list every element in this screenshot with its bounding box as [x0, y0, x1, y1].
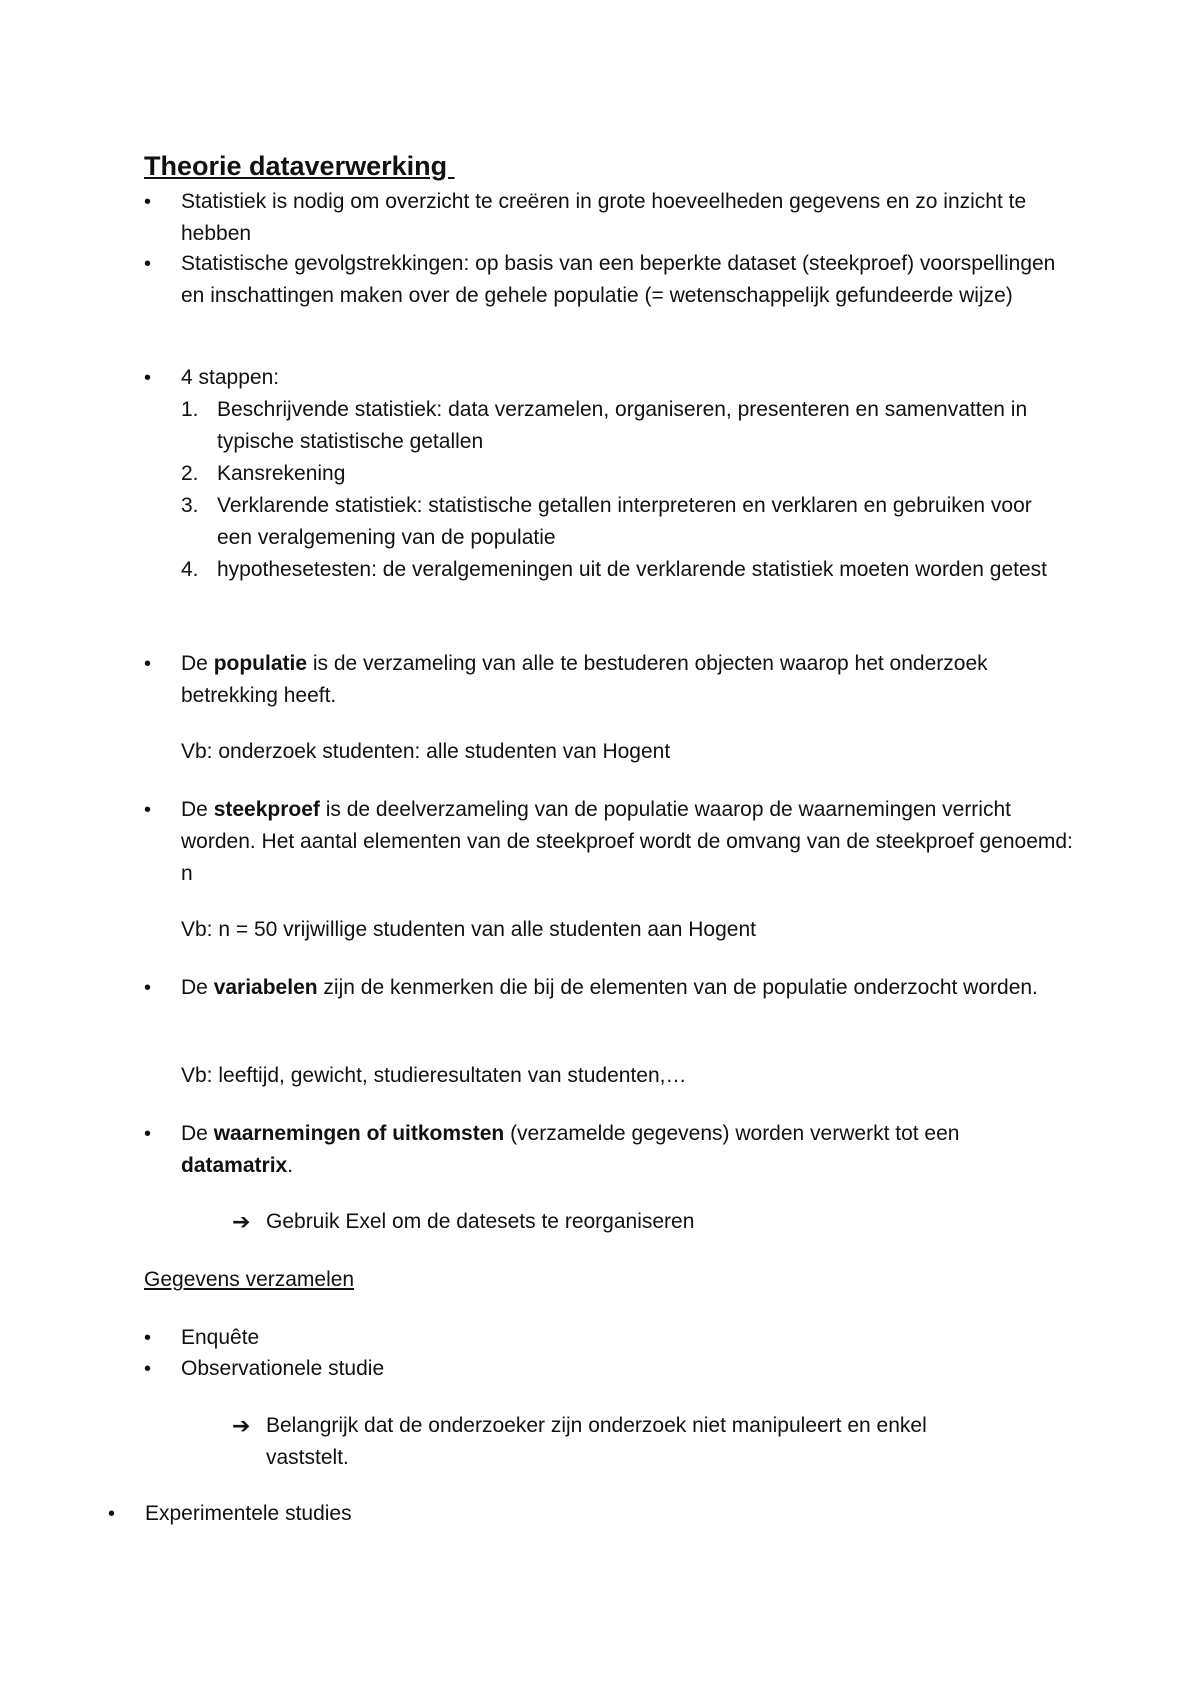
page-title: Theorie dataverwerking	[144, 151, 455, 181]
item-text: Beschrijvende statistiek: data verzamelen, organiseren, presenteren en samenvatten in typische statistische getallen	[217, 398, 1028, 453]
numbered-item	[181, 554, 1061, 586]
list-item	[108, 1498, 708, 1530]
term-waarnemingen: waarnemingen of uitkomsten	[213, 1122, 505, 1145]
definition-text: De waarnemingen of uitkomsten (verzamelde gegevens) worden verwerkt tot een datamatrix.	[181, 1122, 960, 1177]
bullet-icon: •	[144, 1358, 152, 1380]
list-item	[144, 972, 1064, 1004]
numbered-item	[181, 458, 1061, 490]
arrow-note-text: Belangrijk dat de onderzoeker zijn onderzoek niet manipuleert en enkel vaststelt.	[266, 1414, 927, 1469]
bullet-icon: •	[144, 799, 152, 821]
item-text: hypothesetesten: de veralgemeningen uit de verklarende statistiek moeten worden getest	[217, 558, 1048, 581]
bullet-icon: •	[144, 253, 152, 275]
arrow-note	[232, 1410, 1052, 1474]
term-steekproef: steekproef	[213, 798, 320, 821]
bullet-text: Experimentele studies	[145, 1502, 352, 1525]
bullet-icon: •	[144, 367, 152, 389]
list-item	[144, 248, 1064, 312]
example-text: Vb: n = 50 vrijwillige studenten van alle studenten aan Hogent	[181, 918, 756, 941]
arrow-right-icon: ➔	[232, 1413, 251, 1438]
term-variabelen: variabelen	[213, 976, 318, 999]
arrow-note-text: Gebruik Exel om de datesets te reorganiseren	[266, 1210, 695, 1233]
bullet-icon: •	[144, 653, 152, 675]
bullet-text: Statistische gevolgstrekkingen: op basis van een beperkte dataset (steekproef) voorspellingen en inschattingen maken over de gehele populatie (= wetenschappelijk gefundeerde wijze)	[181, 252, 1056, 307]
arrow-right-icon: ➔	[232, 1209, 251, 1234]
bullet-icon: •	[144, 191, 152, 213]
example-text: Vb: onderzoek studenten: alle studenten van Hogent	[181, 740, 671, 763]
list-item	[144, 186, 1064, 250]
definition-text: De variabelen zijn de kenmerken die bij de elementen van de populatie onderzocht worden.	[181, 976, 1038, 999]
item-number: 1.	[181, 398, 199, 421]
list-item	[144, 1322, 1064, 1354]
list-item	[144, 648, 1064, 712]
bullet-text: Statistiek is nodig om overzicht te creëren in grote hoeveelheden gegevens en zo inzicht te hebben	[181, 190, 1027, 245]
bullet-text: 4 stappen:	[181, 366, 280, 389]
term-populatie: populatie	[213, 652, 308, 675]
definition-text: De populatie is de verzameling van alle te bestuderen objecten waarop het onderzoek betrekking heeft.	[181, 652, 988, 707]
bullet-icon: •	[144, 1327, 152, 1349]
bullet-icon: •	[144, 1123, 152, 1145]
bullet-icon: •	[108, 1503, 116, 1525]
list-item	[144, 1353, 1064, 1385]
example-text: Vb: leeftijd, gewicht, studieresultaten van studenten,…	[181, 1064, 687, 1087]
list-item	[144, 794, 1073, 890]
definition-text: De steekproef is de deelverzameling van de populatie waarop de waarnemingen verricht worden. Het aantal elementen van de steekproef wordt de omvang van de steekproef genoemd: n	[181, 798, 1073, 885]
list-item	[144, 1118, 1064, 1182]
bullet-text: Observationele studie	[181, 1357, 385, 1380]
numbered-item	[181, 394, 1061, 458]
numbered-item	[181, 490, 1061, 554]
bullet-text: Enquête	[181, 1326, 260, 1349]
item-text: Kansrekening	[217, 462, 346, 485]
item-text: Verklarende statistiek: statistische getallen interpreteren en verklaren en gebruiken voor een veralgemening van de populatie	[217, 494, 1032, 549]
item-number: 2.	[181, 462, 199, 485]
arrow-note	[232, 1206, 1052, 1238]
item-number: 4.	[181, 558, 199, 581]
bullet-icon: •	[144, 977, 152, 999]
term-datamatrix: datamatrix	[181, 1154, 288, 1177]
item-number: 3.	[181, 494, 199, 517]
section-heading: Gegevens verzamelen	[144, 1268, 355, 1291]
list-item	[144, 362, 1064, 394]
